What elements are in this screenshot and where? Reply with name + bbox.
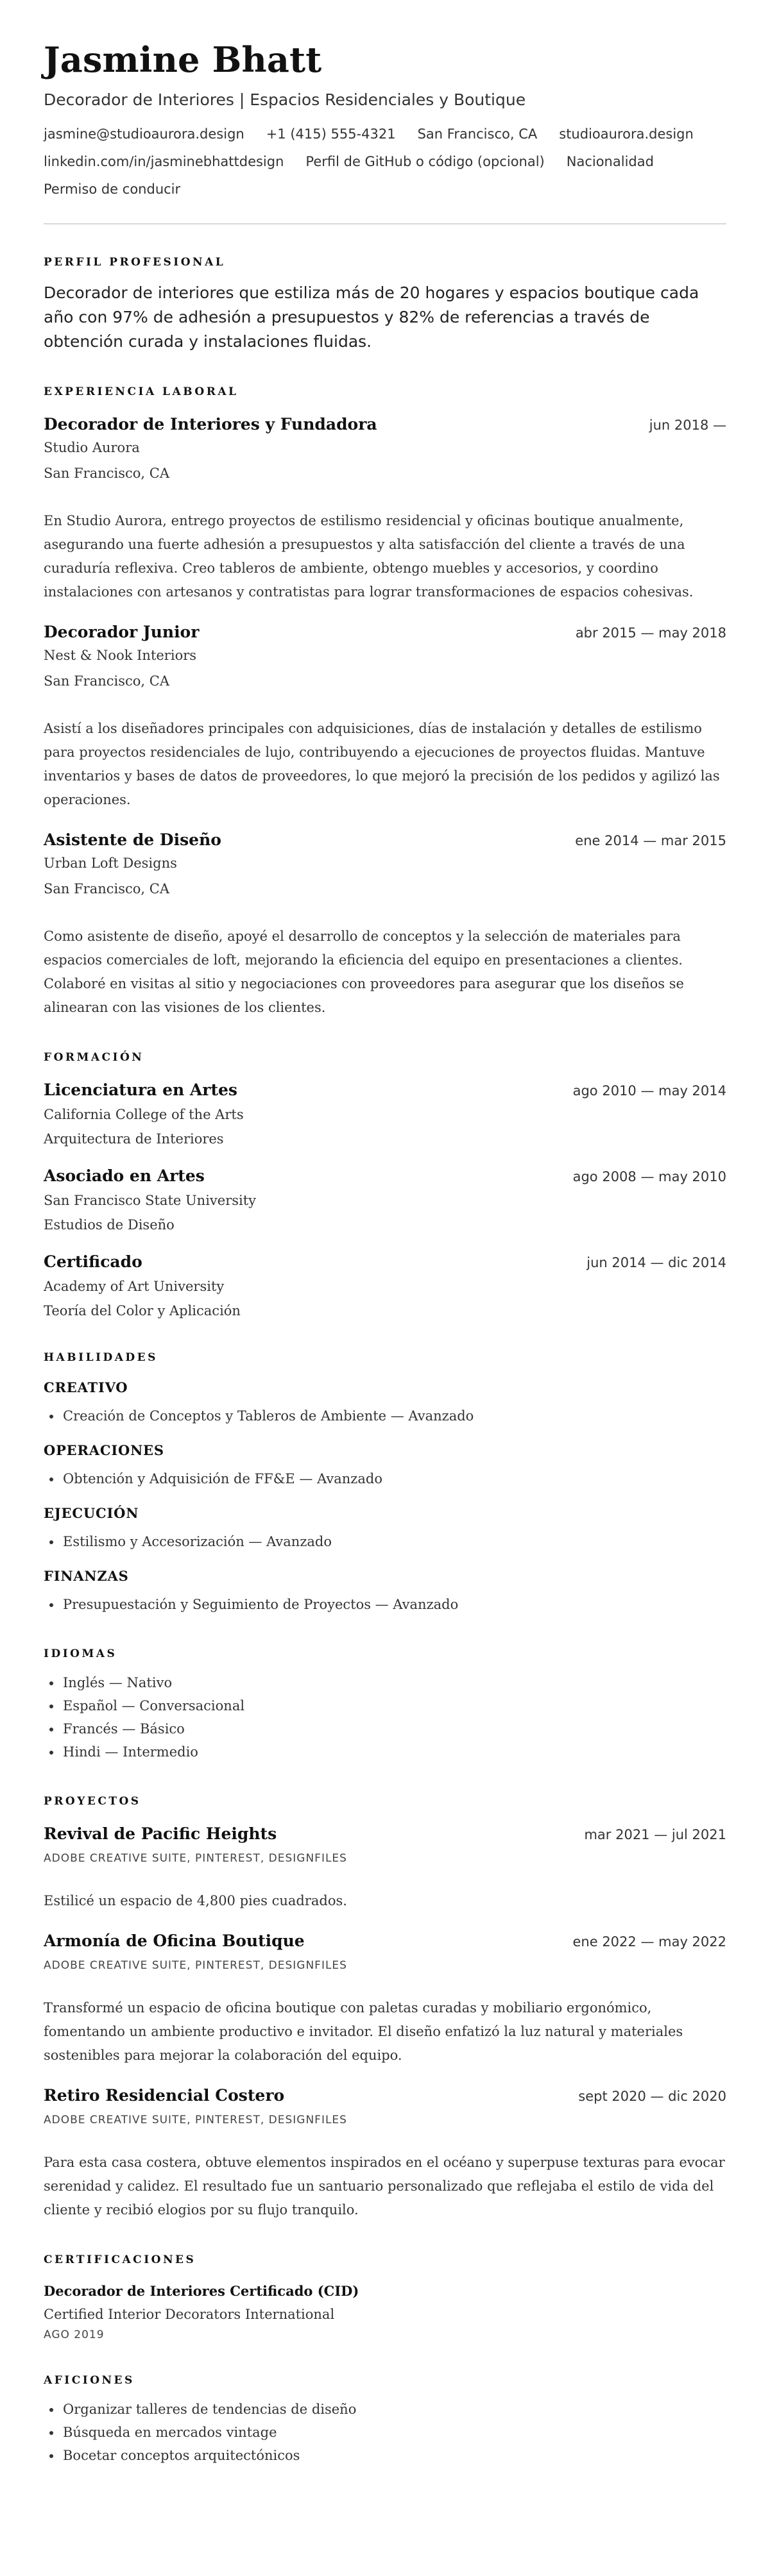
project-description: Transformé un espacio de oficina boutique con paletas curadas y mobiliario ergonómico, fomentando un ambiente productivo e invitador. El diseño enfatizó la luz natural y materiales sostenibles para mejorar la colaboración del equipo. xyxy=(44,2000,683,2063)
experience-entry xyxy=(44,830,726,1020)
degree-title: Certificado xyxy=(44,1252,142,1271)
skill-item: • Obtención y Adquisición de FF&E — Avanzado xyxy=(62,1467,726,1490)
language-item: • Francés — Básico xyxy=(62,1717,726,1740)
education-entry xyxy=(44,1080,726,1148)
degree-title: Licenciatura en Artes xyxy=(44,1081,237,1099)
contact-linkedin[interactable]: linkedin.com/in/jasminebhattdesign xyxy=(44,154,284,169)
certification-issuer: Certified Interior Decorators International xyxy=(44,2307,335,2322)
contact-github[interactable]: Perfil de GitHub o código (opcional) xyxy=(305,154,545,169)
field-of-study: Teoría del Color y Aplicación xyxy=(44,1303,241,1318)
skill-group xyxy=(44,1567,726,1616)
job-description: Asistí a los diseñadores principales con adquisiciones, días de instalación y detalles de estilismo para proyectos residenciales de lujo, contribuyendo a ejecuciones de proyectos fluidas. Mantuve inventarios y bases de datos de proveedores, lo que mejoró la precisión de los pedidos y agilizó las operaciones. xyxy=(44,721,720,807)
project-tools: ADOBE CREATIVE SUITE, PINTEREST, DESIGNFILES xyxy=(44,1852,347,1865)
certifications-heading: CERTIFICACIONES xyxy=(44,2253,196,2266)
project-dates: mar 2021 — jul 2021 xyxy=(584,1827,726,1842)
experience-section xyxy=(44,385,726,1020)
candidate-name: Jasmine Bhatt xyxy=(44,39,322,80)
contact-list xyxy=(44,126,737,198)
language-item: • Inglés — Nativo xyxy=(62,1671,726,1694)
project-tools: ADOBE CREATIVE SUITE, PINTEREST, DESIGNFILES xyxy=(44,2114,347,2126)
hobby-item: • Bocetar conceptos arquitectónicos xyxy=(62,2444,726,2467)
education-heading: FORMACIÓN xyxy=(44,1051,144,1064)
resume-header xyxy=(44,37,726,198)
skill-group xyxy=(44,1379,726,1427)
contact-email[interactable]: jasmine@studioaurora.design xyxy=(44,126,244,142)
project-name: Retiro Residencial Costero xyxy=(44,2086,285,2105)
languages-section xyxy=(44,1647,726,1764)
skill-category: OPERACIONES xyxy=(44,1442,164,1458)
job-title: Asistente de Diseño xyxy=(44,830,221,849)
project-name: Revival de Pacific Heights xyxy=(44,1824,277,1843)
skill-item: • Estilismo y Accesorización — Avanzado xyxy=(62,1530,726,1553)
candidate-tagline: Decorador de Interiores | Espacios Residenciales y Boutique xyxy=(44,90,526,109)
header-divider xyxy=(44,223,726,224)
language-item: • Hindi — Intermedio xyxy=(62,1740,726,1764)
certification-entry xyxy=(44,2282,726,2343)
skills-heading: HABILIDADES xyxy=(44,1351,158,1364)
profile-summary: Decorador de interiores que estiliza más de 20 hogares y espacios boutique cada año con 97% de adhesión a presupuestos y 82% de referencias a través de obtención curada y instalaciones fluidas. xyxy=(44,283,699,351)
hobbies-section xyxy=(44,2373,726,2467)
job-description: Como asistente de diseño, apoyé el desarrollo de conceptos y la selección de materiales para espacios comerciales de loft, mejorando la eficiencia del equipo en presentaciones a clientes. Colaboré en visitas al sitio y negociaciones con proveedores para asegurar que los diseños se alinearan con las visiones de los clientes. xyxy=(44,929,684,1015)
project-entry xyxy=(44,2085,726,2222)
job-location: San Francisco, CA xyxy=(44,881,170,897)
job-dates: abr 2015 — may 2018 xyxy=(575,625,726,641)
job-company: Urban Loft Designs xyxy=(44,855,177,871)
field-of-study: Arquitectura de Interiores xyxy=(44,1131,224,1147)
job-description: En Studio Aurora, entrego proyectos de estilismo residencial y oficinas boutique anualmente, asegurando una fuerte adhesión a presupuestos y alta satisfacción del cliente a través de una curaduría reflexiva. Creo tableros de ambiente, obtengo muebles y accesorios, y coordino instalaciones con artesanos y contratistas para lograr transformaciones de espacios cohesivas. xyxy=(44,513,694,600)
hobby-item: • Búsqueda en mercados vintage xyxy=(62,2421,726,2444)
skill-group xyxy=(44,1442,726,1490)
degree-dates: ago 2008 — may 2010 xyxy=(572,1169,726,1184)
project-description: Estilicé un espacio de 4,800 pies cuadrados. xyxy=(44,1893,347,1908)
skill-category: FINANZAS xyxy=(44,1568,129,1584)
skill-group xyxy=(44,1504,726,1553)
hobbies-heading: AFICIONES xyxy=(44,2374,135,2387)
contact-license: Permiso de conducir xyxy=(44,181,181,197)
school-name: San Francisco State University xyxy=(44,1193,257,1208)
job-location: San Francisco, CA xyxy=(44,466,170,481)
profile-section xyxy=(44,255,726,354)
contact-nationality: Nacionalidad xyxy=(566,154,654,169)
language-list xyxy=(44,1671,726,1764)
project-name: Armonía de Oficina Boutique xyxy=(44,1932,305,1950)
contact-website[interactable]: studioaurora.design xyxy=(559,126,694,142)
certifications-section xyxy=(44,2253,726,2343)
experience-heading: EXPERIENCIA LABORAL xyxy=(44,385,239,398)
job-title: Decorador Junior xyxy=(44,623,200,641)
job-title: Decorador de Interiores y Fundadora xyxy=(44,415,377,434)
job-company: Studio Aurora xyxy=(44,440,140,455)
education-entry xyxy=(44,1166,726,1234)
education-section xyxy=(44,1050,726,1320)
degree-dates: ago 2010 — may 2014 xyxy=(572,1083,726,1099)
field-of-study: Estudios de Diseño xyxy=(44,1217,175,1233)
contact-location: San Francisco, CA xyxy=(417,126,538,142)
projects-heading: PROYECTOS xyxy=(44,1795,141,1808)
project-entry xyxy=(44,1824,726,1913)
job-company: Nest & Nook Interiors xyxy=(44,648,197,663)
project-description: Para esta casa costera, obtuve elementos inspirados en el océano y superpuse texturas para evocar serenidad y calidez. El resultado fue un santuario personalizado que reflejaba el estilo de vida del cliente y recibió elogios por su flujo tranquilo. xyxy=(44,2155,725,2218)
project-dates: sept 2020 — dic 2020 xyxy=(578,2089,726,2104)
hobby-list xyxy=(44,2398,726,2467)
projects-section xyxy=(44,1794,726,2222)
project-entry xyxy=(44,1931,726,2067)
experience-entry xyxy=(44,414,726,604)
job-dates: ene 2014 — mar 2015 xyxy=(575,833,726,848)
languages-heading: IDIOMAS xyxy=(44,1647,117,1660)
education-entry xyxy=(44,1252,726,1320)
project-tools: ADOBE CREATIVE SUITE, PINTEREST, DESIGNFILES xyxy=(44,1959,347,1972)
degree-title: Asociado en Artes xyxy=(44,1166,205,1185)
skill-item: • Presupuestación y Seguimiento de Proyectos — Avanzado xyxy=(62,1593,726,1616)
language-item: • Español — Conversacional xyxy=(62,1694,726,1717)
experience-entry xyxy=(44,622,726,812)
skills-section xyxy=(44,1351,726,1616)
skill-item: • Creación de Conceptos y Tableros de Ambiente — Avanzado xyxy=(62,1404,726,1427)
skill-category: CREATIVO xyxy=(44,1379,128,1395)
school-name: Academy of Art University xyxy=(44,1279,225,1294)
school-name: California College of the Arts xyxy=(44,1107,244,1122)
certification-name: Decorador de Interiores Certificado (CID) xyxy=(44,2283,359,2299)
contact-phone[interactable]: +1 (415) 555-4321 xyxy=(266,126,396,142)
project-dates: ene 2022 — may 2022 xyxy=(572,1934,726,1949)
job-dates: jun 2018 — xyxy=(649,417,726,433)
job-location: San Francisco, CA xyxy=(44,673,170,689)
hobby-item: • Organizar talleres de tendencias de diseño xyxy=(62,2398,726,2421)
skill-category: EJECUCIÓN xyxy=(44,1505,139,1521)
degree-dates: jun 2014 — dic 2014 xyxy=(586,1255,726,1270)
profile-heading: PERFIL PROFESIONAL xyxy=(44,256,226,269)
certification-date: AGO 2019 xyxy=(44,2328,105,2341)
